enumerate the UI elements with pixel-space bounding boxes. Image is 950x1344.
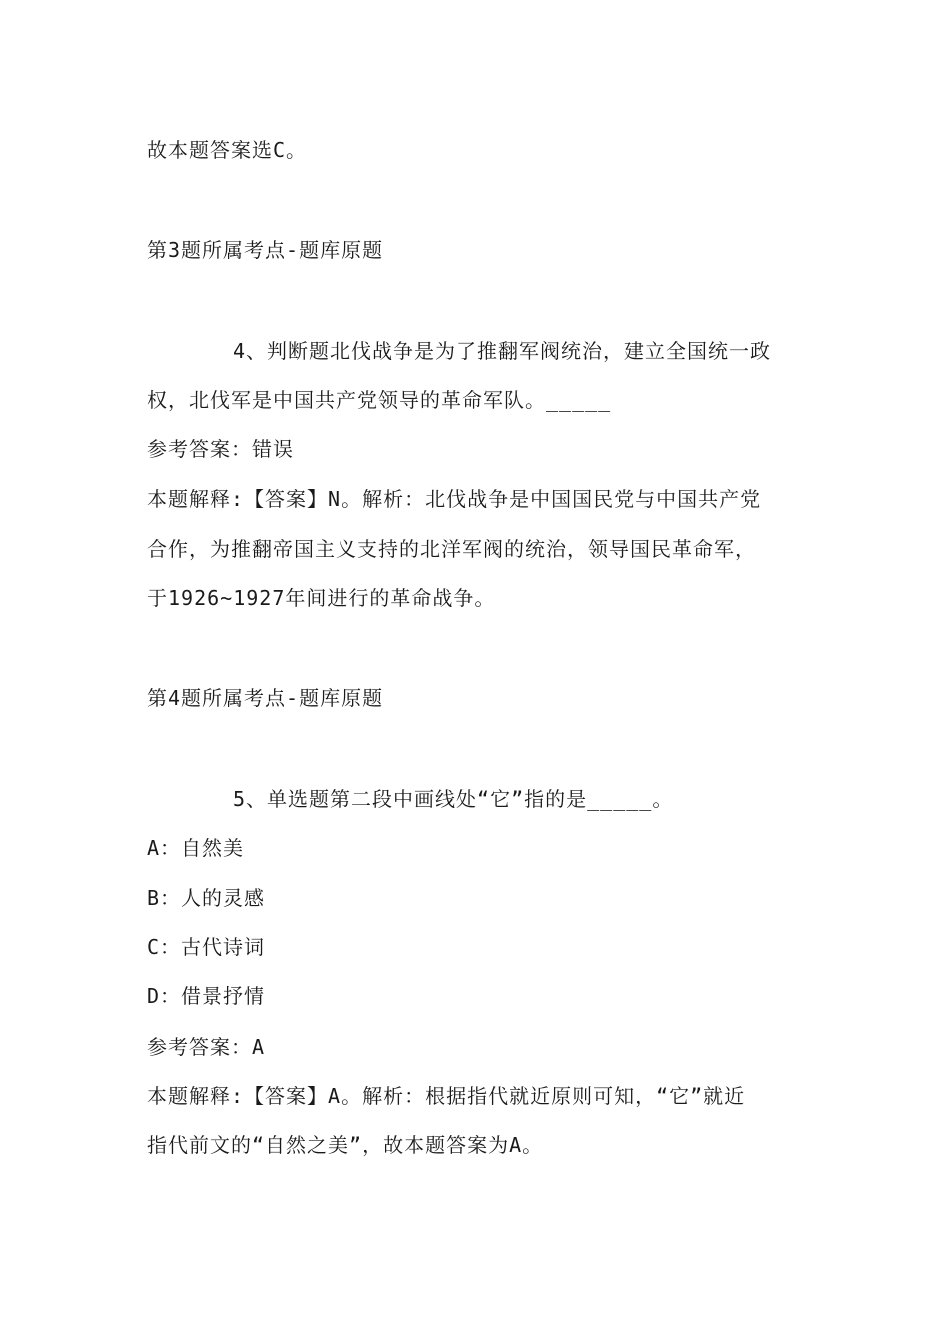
q5-explanation-line1: 本题解释:【答案】A。解析：根据指代就近原则可知，“它”就近 <box>147 1084 746 1108</box>
q4-answer: 参考答案：错误 <box>147 437 294 461</box>
q4-stem-line2: 权，北伐军是中国共产党领导的革命军队。_____ <box>147 388 612 412</box>
q5-stem: 5、单选题第二段中画线处“它”指的是_____。 <box>233 787 674 811</box>
q3-conclusion: 故本题答案选C。 <box>147 138 308 162</box>
q5-option-b: B：人的灵感 <box>147 886 266 910</box>
q4-explanation-line2: 合作，为推翻帝国主义支持的北洋军阀的统治，领导国民革命军， <box>147 537 756 561</box>
q5-answer: 参考答案：A <box>147 1035 266 1059</box>
q4-explanation-line1: 本题解释:【答案】N。解析：北伐战争是中国国民党与中国共产党 <box>147 487 762 511</box>
q5-option-c: C：古代诗词 <box>147 935 266 959</box>
q4-knowledge-point: 第4题所属考点-题库原题 <box>147 686 384 710</box>
q5-option-a: A：自然美 <box>147 836 245 860</box>
q5-option-d: D：借景抒情 <box>147 984 266 1008</box>
q4-explanation-line3: 于1926~1927年间进行的革命战争。 <box>147 586 496 610</box>
q4-stem-line1: 4、判断题北伐战争是为了推翻军阀统治，建立全国统一政 <box>233 339 772 363</box>
q3-knowledge-point: 第3题所属考点-题库原题 <box>147 238 384 262</box>
q5-explanation-line2: 指代前文的“自然之美”，故本题答案为A。 <box>147 1133 544 1157</box>
